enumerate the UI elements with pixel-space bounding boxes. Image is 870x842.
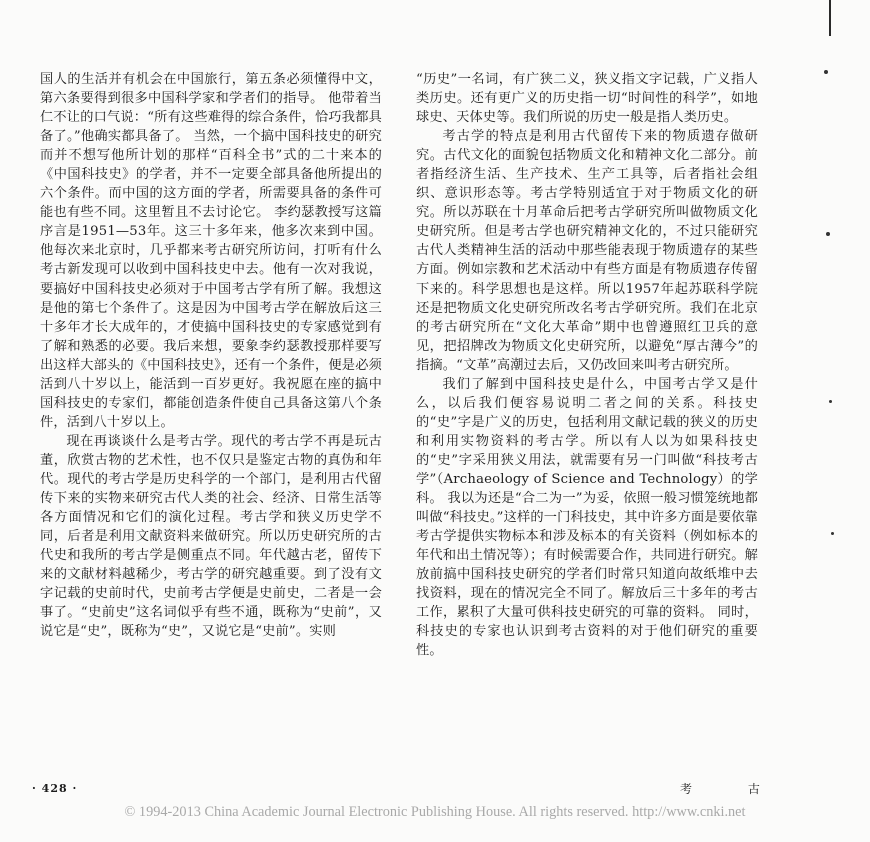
paragraph: 我们了解到中国科技史是什么，中国考古学又是什么，以后我们便容易说明二者之间的关系。科技史的“史”字是广义的历史，包括利用文献记载的狭义的历史和利用实物资料的考古学。所以有人以为如果科技史的“史”字采用狭义用法，就需要有另一门叫做“科技考古学”（Archaeology of Science and Technology）的学科。 我以为还是“合二为一”为妥，依照一般习惯笼统地都叫做“科技史。”这样的一门科技史，其中许多方面是要依靠考古学提供实物标本和涉及标本的有关资料（例如标本的年代和出土情况等）；有时候需要合作，共同进行研究。解放前搞中国科技史研究的学者们时常只知道向故纸堆中去找资料，现在的情况完全不同了。解放后三十多年的考古工作，累积了大量可供科技史研究的可靠的资料。 同时，科技史的专家也认识到考古资料的对于他们研究的重要性。 [416,376,758,659]
journal-name: 考 古 [680,782,786,796]
paragraph: “历史”一名词，有广狭二义，狭义指文字记载，广义指人类历史。还有更广义的历史指一切“时间性的科学”，如地球史、天体史等。我们所说的历史一般是指人类历史。 [416,72,758,126]
scan-speck [829,400,832,403]
scan-speck [824,70,828,74]
scan-edge-line [829,0,831,36]
paragraph: 考古学的特点是利用古代留传下来的物质遗存做研究。古代文化的面貌包括物质文化和精神文化二部分。前者指经济生活、生产技术、生产工具等，后者指社会组织、意识形态等。考古学特别适宜于对于物质文化的研究。所以苏联在十月革命后把考古学研究所叫做物质文化史研究所。但是考古学也研究精神文化的，不过只能研究古代人类精神生活的活动中那些能表现于物质遗存的某些方面。例如宗教和艺术活动中有些方面是有物质遗存传留下来的。科学思想也是这样。所以1957年起苏联科学院还是把物质文化史研究所改名考古学研究所。我们在北京的考古研究所在“文化大革命”期中也曾遵照红卫兵的意见，把招牌改为物质文化史研究所，以避免“厚古薄今”的指摘。“文革”高潮过去后，又仍改回来叫考古研究所。 [416,129,758,373]
left-column [40,70,382,641]
paragraph: 现在再谈谈什么是考古学。现代的考古学不再是玩古董，欣赏古物的艺术性，也不仅只是鉴定古物的真伪和年代。现代的考古学是历史科学的一个部门，是利用古代留传下来的实物来研究古代人类的社会、经济、日常生活等各方面情况和它们的演化过程。考古学和狭义历史学不同，后者是利用文献资料来做研究。所以历史研究所的古代史和我所的考古学是侧重点不同。年代越古老，留传下来的文献材料越稀少，考古学的研究越重要。到了没有文字记载的史前时代，史前考古学便是史前史，二者是一会事了。“史前史”这名词似乎有些不通，既称为“史前”，又说它是“史”，既称为“史”，又说它是“史前”。实则 [40,433,382,640]
copyright-notice: © 1994-2013 China Academic Journal Electronic Publishing House. All rights reserved. http://www.cnki.net [124,804,746,820]
scan-speck [831,532,834,535]
scan-speck [826,232,830,236]
paragraph: 国人的生活并有机会在中国旅行，第五条必须懂得中文，第六条要得到很多中国科学家和学者们的指导。 他带着当仁不让的口气说：“所有这些难得的综合条件，恰巧我都具备了。”他确实都具备了。 当然，一个搞中国科技史的研究而并不想写他所计划的那样“百科全书”式的二十来本的《中国科技史》的学者，并不一定要全部具备他所提出的六个条件。而中国的这方面的学者，所需要具备的条件可能也有些不同。这里暂且不去讨论它。 李约瑟教授写这篇序言是1951—53年。这三十多年来，他多次来到中国。他每次来北京时，几乎都来考古研究所访问，打听有什么考古新发现可以收到中国科技史中去。他有一次对我说，要搞好中国科技史必须对于中国考古学有所了解。我想这是他的第七个条件了。这是因为中国考古学在解放后这三十多年才长大成年的，才使搞中国科技史的专家感觉到有了解和熟悉的必要。我后来想，要象李约瑟教授那样要写出这样大部头的《中国科技史》，还有一个条件，便是必须活到八十岁以上，能活到一百岁更好。我祝愿在座的搞中国科技史的专家们，都能创造条件使自己具备这第八个条件，活到八十岁以上。 [40,72,382,430]
page-number: · 428 · [32,782,78,795]
right-column [416,70,758,660]
